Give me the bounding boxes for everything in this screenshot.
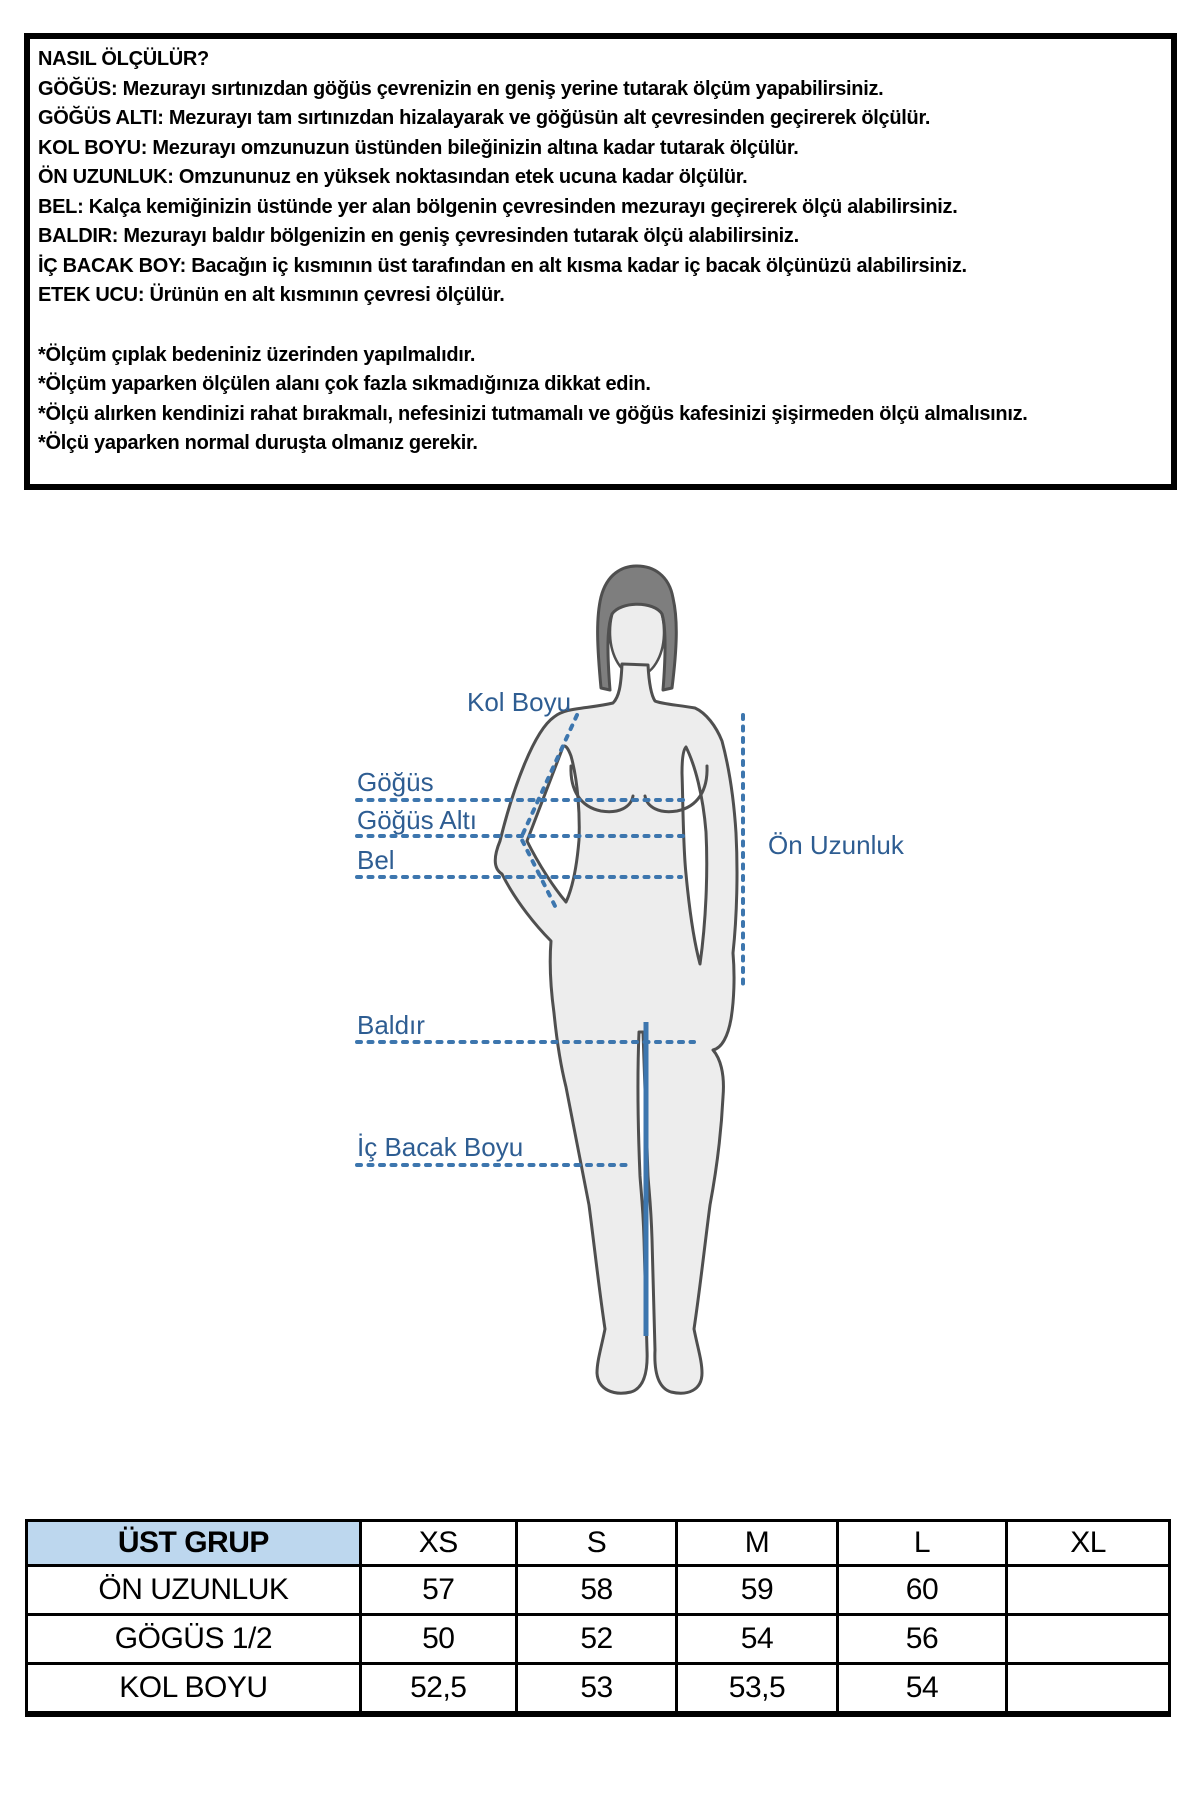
instruction-line-gogus: GÖĞÜS: Mezurayı sırtınızdan göğüs çevrenizin en geniş yerine tutarak ölçüm yapabilirsiniz. xyxy=(38,77,884,100)
cell-value xyxy=(1007,1615,1170,1664)
kol-boyu-label: Kol Boyu xyxy=(467,687,572,717)
size-table-header-xl: XL xyxy=(1007,1521,1170,1566)
note-line-3: *Ölçü alırken kendinizi rahat bırakmalı, nefesinizi tutmamalı ve göğüs kafesinizi şişirmeden ölçü almalısınız. xyxy=(38,402,1028,425)
row-label: GÖGÜS 1/2 xyxy=(27,1615,361,1664)
instruction-line-gogus-alti: GÖĞÜS ALTI: Mezurayı tam sırtınızdan hizalayarak ve göğüsün alt çevresinden geçirerek ölçülür. xyxy=(38,107,931,129)
table-row-gogus xyxy=(27,1615,1170,1664)
cell-value: 57 xyxy=(360,1566,516,1615)
ic-bacak-boyu-label: İç Bacak Boyu xyxy=(357,1132,524,1162)
instruction-line-on-uzunluk: ÖN UZUNLUK: Omzununuz en yüksek noktasından etek ucuna kadar ölçülür. xyxy=(38,166,748,188)
gogus-label: Göğüs xyxy=(357,767,434,797)
bel-label: Bel xyxy=(357,845,395,875)
size-table-header-xs: XS xyxy=(360,1521,516,1566)
cell-value: 54 xyxy=(837,1664,1006,1715)
cell-value: 53,5 xyxy=(677,1664,837,1715)
table-row-kol-boyu xyxy=(27,1664,1170,1715)
gogus-alti-label: Göğüs Altı xyxy=(357,805,477,835)
instruction-line-bel: BEL: Kalça kemiğinizin üstünde yer alan bölgenin çevresinden mezurayı geçirerek ölçü alabilirsiniz. xyxy=(38,195,958,218)
instruction-line-etek-ucu: ETEK UCU: Ürünün en alt kısmının çevresi ölçülür. xyxy=(38,284,505,306)
cell-value: 52 xyxy=(516,1615,676,1664)
figure-silhouette xyxy=(495,664,737,1393)
table-row-on-uzunluk xyxy=(27,1566,1170,1615)
instructions-title: NASIL ÖLÇÜLÜR? xyxy=(38,48,209,70)
instructions-spacer xyxy=(38,311,1163,341)
cell-value: 50 xyxy=(360,1615,516,1664)
body-measurement-diagram xyxy=(280,480,920,1460)
note-line-1: *Ölçüm çıplak bedeniniz üzerinden yapılmalıdır. xyxy=(38,343,476,366)
size-table-header-s: S xyxy=(516,1521,676,1566)
size-table-header-l: L xyxy=(837,1521,1006,1566)
instruction-line-baldir: BALDIR: Mezurayı baldır bölgenizin en geniş çevresinden tutarak ölçü alabilirsiniz. xyxy=(38,225,799,247)
instruction-line-ic-bacak-boy: İÇ BACAK BOY: Bacağın iç kısmının üst tarafından en alt kısma kadar iç bacak ölçünüzü alabilirsiniz. xyxy=(38,254,967,277)
baldir-label: Baldır xyxy=(357,1010,425,1040)
cell-value: 53 xyxy=(516,1664,676,1715)
cell-value: 60 xyxy=(837,1566,1006,1615)
note-line-2: *Ölçüm yaparken ölçülen alanı çok fazla sıkmadığınıza dikkat edin. xyxy=(38,373,651,395)
cell-value: 54 xyxy=(677,1615,837,1664)
instruction-line-kol-boyu: KOL BOYU: Mezurayı omzunuzun üstünden bileğinizin altına kadar tutarak ölçülür. xyxy=(38,136,799,159)
size-table-header-m: M xyxy=(677,1521,837,1566)
size-table xyxy=(25,1519,1171,1717)
note-line-4: *Ölçü yaparken normal duruşta olmanız gerekir. xyxy=(38,432,478,454)
measurement-instructions-box xyxy=(24,33,1177,490)
cell-value: 52,5 xyxy=(360,1664,516,1715)
cell-value xyxy=(1007,1566,1170,1615)
row-label: KOL BOYU xyxy=(27,1664,361,1715)
cell-value: 56 xyxy=(837,1615,1006,1664)
size-table-header-group: ÜST GRUP xyxy=(27,1521,361,1566)
cell-value xyxy=(1007,1664,1170,1715)
row-label: ÖN UZUNLUK xyxy=(27,1566,361,1615)
cell-value: 59 xyxy=(677,1566,837,1615)
on-uzunluk-label: Ön Uzunluk xyxy=(768,830,904,860)
size-table-header-row xyxy=(27,1521,1170,1566)
cell-value: 58 xyxy=(516,1566,676,1615)
